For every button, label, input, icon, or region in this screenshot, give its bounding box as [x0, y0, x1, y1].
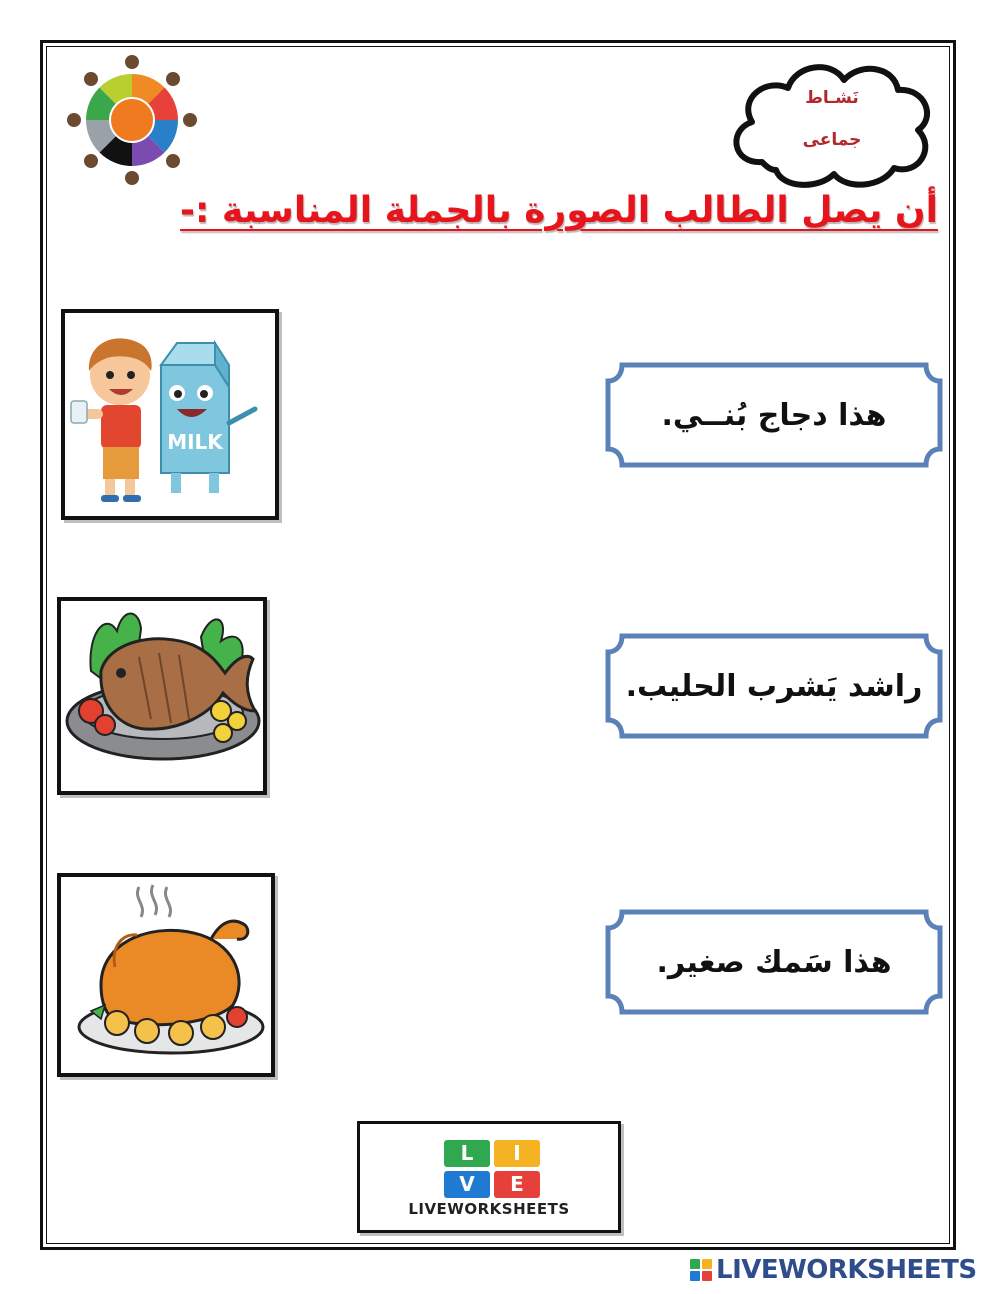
sentence-card-1[interactable] [604, 361, 944, 469]
logo-tile-i: I [494, 1140, 540, 1167]
logo-tile-v: V [444, 1171, 490, 1198]
fish-on-plate-icon [61, 601, 263, 791]
footer-brand[interactable] [690, 1252, 977, 1288]
kids-circle-logo [62, 52, 202, 192]
liveworksheets-mini-logo-icon [690, 1259, 712, 1281]
boy-with-milk-carton-icon [65, 313, 275, 516]
sentence-card-3[interactable] [604, 908, 944, 1016]
activity-badge-line2: جماعى [802, 130, 862, 150]
cloud-badge-icon [722, 52, 942, 194]
sentence-text: راشد يَشرب الحليب. [625, 668, 923, 704]
sentence-text: هذا سَمك صغير. [656, 944, 892, 980]
liveworksheets-logo-box [357, 1121, 621, 1233]
sentence-card-2[interactable] [604, 632, 944, 740]
picture-box-milk[interactable] [61, 309, 279, 520]
activity-badge-line1: نَشـاط [805, 88, 859, 108]
logo-tile-e: E [494, 1171, 540, 1198]
liveworksheets-wordmark: LIVEWORKSHEETS [408, 1200, 570, 1218]
roast-chicken-icon [61, 877, 271, 1073]
picture-box-chicken[interactable] [57, 873, 275, 1077]
footer-brand-text: LIVEWORKSHEETS [716, 1255, 977, 1285]
sentence-text: هذا دجاج بُنــي. [661, 397, 887, 433]
liveworksheets-tiles-icon [444, 1140, 540, 1198]
svg-text:MILK: MILK [167, 430, 223, 454]
instruction-heading: أن يصل الطالب الصورة بالجملة المناسبة :- [180, 190, 938, 231]
picture-box-fish[interactable] [57, 597, 267, 795]
logo-tile-l: L [444, 1140, 490, 1167]
